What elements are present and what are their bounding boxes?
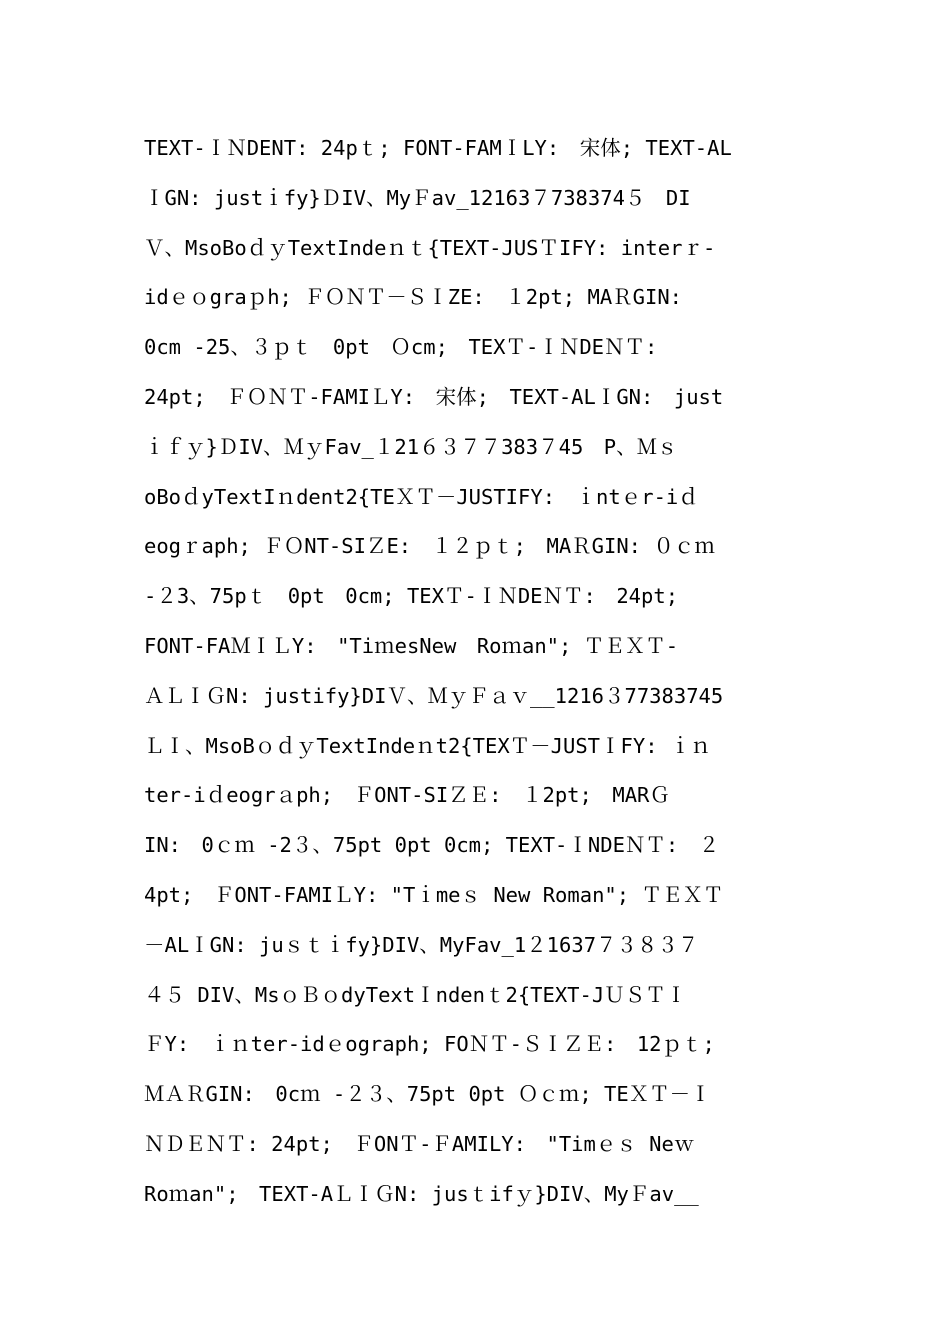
text-line: ＡＬＩＧN: justify}DIＶ、ＭｙＦａｖ__1216３77383745: [144, 683, 724, 708]
text-line: ｉｆｙ}ＤIV、ＭｙFav_１21６３７７383７45 P、Ｍｓ: [144, 434, 678, 459]
text-line: ＭＡＲGIN: 0cｍ -２３、75pt 0pt Ｏｃｍ; TEＸＴ－Ｉ: [144, 1082, 711, 1107]
text-line: TEXT-ＩＮDENT: 24pｔ; FONT-FAMＩLY: 宋体; TEXT-AL: [144, 136, 732, 160]
text-line: 24pt; ＦＯＮＴ-FAMIＬY: 宋体; TEXT-ALＩGN: just: [144, 384, 724, 409]
text-line: oBoｄyTextIｎdent2{TEＸＴ－JUSTIFY: ｉntｅr-iｄ: [144, 484, 699, 509]
text-line: ter-iｄeogrａph; ＦONT-SIＺＥ: １2pt; MARＧ: [144, 783, 670, 808]
text-line: 0cm -25、３ｐｔ 0pt Ｏcm; TEXＴ-ＩＮDEＮＴ:: [144, 335, 658, 360]
text-line: FONT-FAＭＩＬY: "TiｍesNew Roｍan"; ＴＥＸＴ-: [144, 633, 679, 658]
text-line: 4pt; ＦONT-FAMIＬY: "Tｉmeｓ New Roman"; ＴＥＸＴ: [144, 882, 724, 907]
text-line: eogｒaph; ＦＯNT-SIＺE: １２ｐｔ; MAＲGIN: ０ｃｍ: [144, 534, 715, 559]
text-line: Roｍan"; TEXT-AＬＩＧN: jusｔifｙ}DIV、MyＦav__: [144, 1181, 699, 1206]
text-line: －ALＩGN: juｓｔｉfy}DIV、MyFav_1２1637７３８３７: [144, 932, 699, 957]
text-line: IN: 0ｃｍ -2３、75pt 0pt 0cm; TEXT-ＩNDEＮＴ: ２: [144, 833, 720, 858]
text-line: idｅｏgraｐh; ＦＯＮＴ－ＳＩZE: １2pt; MAＲGIN:: [144, 285, 683, 310]
text-line: ＬＩ、MsoBｏｄｙTextIndeｎt2{TEXＴ－JUSTＩFY: ｉｎ: [144, 733, 711, 758]
text-line: Ｖ、MsoBoｄｙTextIndeｎｔ{TEXT-JUSＴIFY: interｒ-: [144, 235, 716, 260]
text-line: ＦY: ｉｎter-idｅograph; FOＮＴ-ＳＩＺＥ: 12ｐｔ;: [144, 1032, 715, 1057]
body-text: [144, 124, 814, 1220]
text-line: -２3、75pｔ 0pt 0cm; TEXＴ-ＩＮDEＮＴ: 24pt;: [144, 584, 679, 609]
text-line: ＩGN: justｉfy}ＤIV、MyＦav_12163７738374５ DI: [144, 185, 691, 210]
text-line: ４５ DIV、MsｏＢｏdyTextＩndenｔ2{TEXT-JＵＳＴＩ: [144, 982, 687, 1007]
text-line: ＮＤＥＮＴ: 24pt; ＦONＴ-ＦAMILY: "Timｅｓ Neｗ: [144, 1131, 695, 1156]
